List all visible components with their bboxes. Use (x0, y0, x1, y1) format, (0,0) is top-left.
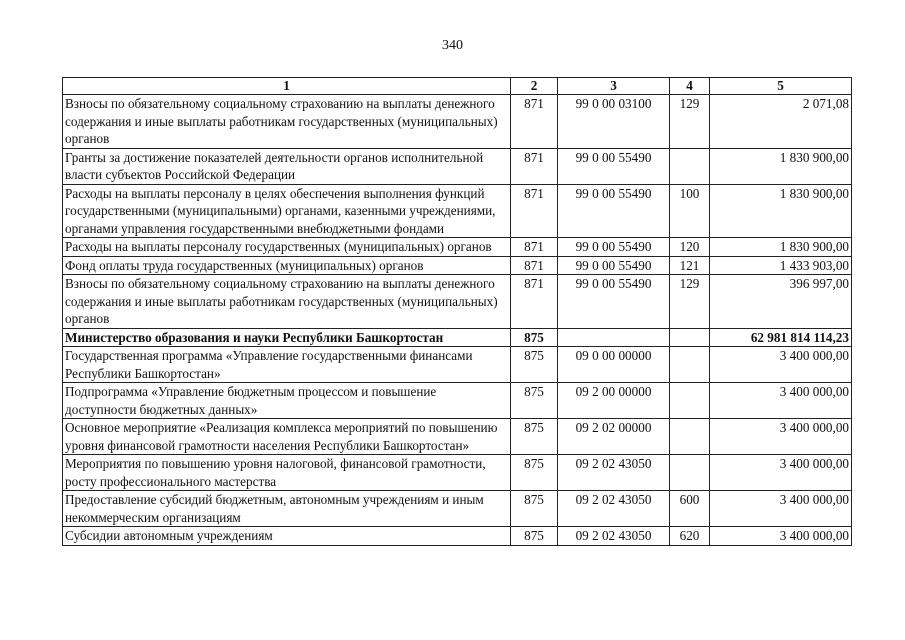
table-row (63, 256, 852, 275)
row-code-cell: 875 (511, 419, 558, 455)
row-code-cell: 875 (511, 347, 558, 383)
row-type-cell: 120 (670, 238, 710, 257)
row-type-cell: 129 (670, 275, 710, 329)
column-header-4: 4 (670, 78, 710, 95)
row-name-cell: Расходы на выплаты персоналу государственных (муниципальных) органов (63, 238, 511, 257)
row-sum-cell: 62 981 814 114,23 (710, 328, 852, 347)
row-sum-cell: 1 830 900,00 (710, 148, 852, 184)
row-sum-cell: 3 400 000,00 (710, 383, 852, 419)
row-name-cell: Министерство образования и науки Республики Башкортостан (63, 328, 511, 347)
row-type-cell (670, 347, 710, 383)
row-code-cell: 871 (511, 256, 558, 275)
page-number: 340 (442, 38, 463, 53)
column-header-5: 5 (710, 78, 852, 95)
table-row (63, 419, 852, 455)
row-sum-cell: 2 071,08 (710, 95, 852, 149)
row-name-cell: Фонд оплаты труда государственных (муниципальных) органов (63, 256, 511, 275)
row-type-cell: 100 (670, 184, 710, 238)
row-name-cell: Расходы на выплаты персоналу в целях обеспечения выполнения функций государственными (муниципальными) органами, казенными учреждениями, органами управления государственными внебюджетными фондами (63, 184, 511, 238)
row-type-cell (670, 383, 710, 419)
row-name-cell: Подпрограмма «Управление бюджетным процессом и повышение доступности бюджетных данных» (63, 383, 511, 419)
table-row (63, 347, 852, 383)
column-header-1: 1 (63, 78, 511, 95)
row-code-cell: 871 (511, 238, 558, 257)
row-code-cell: 875 (511, 491, 558, 527)
row-code-cell: 875 (511, 527, 558, 546)
row-article-cell: 99 0 00 03100 (558, 95, 670, 149)
row-article-cell: 09 2 02 43050 (558, 527, 670, 546)
row-type-cell (670, 419, 710, 455)
row-code-cell: 875 (511, 328, 558, 347)
table-row (63, 455, 852, 491)
row-type-cell: 121 (670, 256, 710, 275)
row-article-cell: 99 0 00 55490 (558, 148, 670, 184)
row-code-cell: 875 (511, 455, 558, 491)
table-row (63, 527, 852, 546)
row-name-cell: Предоставление субсидий бюджетным, автономным учреждениям и иным некоммерческим организациям (63, 491, 511, 527)
row-type-cell: 600 (670, 491, 710, 527)
table-row (63, 184, 852, 238)
column-header-3: 3 (558, 78, 670, 95)
row-name-cell: Государственная программа «Управление государственными финансами Республики Башкортостан» (63, 347, 511, 383)
row-sum-cell: 1 830 900,00 (710, 238, 852, 257)
row-type-cell: 129 (670, 95, 710, 149)
row-article-cell: 09 2 00 00000 (558, 383, 670, 419)
row-type-cell: 620 (670, 527, 710, 546)
row-code-cell: 871 (511, 148, 558, 184)
row-article-cell: 09 2 02 00000 (558, 419, 670, 455)
row-sum-cell: 3 400 000,00 (710, 491, 852, 527)
table-row (63, 275, 852, 329)
row-name-cell: Субсидии автономным учреждениям (63, 527, 511, 546)
row-sum-cell: 396 997,00 (710, 275, 852, 329)
row-type-cell (670, 455, 710, 491)
budget-table (62, 77, 852, 546)
row-article-cell: 09 2 02 43050 (558, 455, 670, 491)
row-code-cell: 871 (511, 275, 558, 329)
row-sum-cell: 3 400 000,00 (710, 455, 852, 491)
row-name-cell: Взносы по обязательному социальному страхованию на выплаты денежного содержания и иные выплаты работникам государственных (муниципальных) органов (63, 275, 511, 329)
row-article-cell: 99 0 00 55490 (558, 256, 670, 275)
row-sum-cell: 1 433 903,00 (710, 256, 852, 275)
table-row (63, 238, 852, 257)
row-sum-cell: 1 830 900,00 (710, 184, 852, 238)
row-type-cell (670, 148, 710, 184)
row-name-cell: Взносы по обязательному социальному страхованию на выплаты денежного содержания и иные выплаты работникам государственных (муниципальных) органов (63, 95, 511, 149)
table-row (63, 383, 852, 419)
row-article-cell: 99 0 00 55490 (558, 184, 670, 238)
row-name-cell: Основное мероприятие «Реализация комплекса мероприятий по повышению уровня финансовой грамотности населения Республики Башкортостан» (63, 419, 511, 455)
row-code-cell: 871 (511, 184, 558, 238)
row-sum-cell: 3 400 000,00 (710, 347, 852, 383)
column-header-2: 2 (511, 78, 558, 95)
table-row (63, 491, 852, 527)
row-code-cell: 875 (511, 383, 558, 419)
row-sum-cell: 3 400 000,00 (710, 419, 852, 455)
row-code-cell: 871 (511, 95, 558, 149)
row-name-cell: Мероприятия по повышению уровня налоговой, финансовой грамотности, росту профессионального мастерства (63, 455, 511, 491)
row-sum-cell: 3 400 000,00 (710, 527, 852, 546)
row-type-cell (670, 328, 710, 347)
row-article-cell: 99 0 00 55490 (558, 238, 670, 257)
table-row (63, 328, 852, 347)
header-row (63, 78, 852, 95)
row-article-cell: 09 0 00 00000 (558, 347, 670, 383)
row-article-cell: 09 2 02 43050 (558, 491, 670, 527)
table-row (63, 95, 852, 149)
row-article-cell: 99 0 00 55490 (558, 275, 670, 329)
table-row (63, 148, 852, 184)
row-article-cell (558, 328, 670, 347)
row-name-cell: Гранты за достижение показателей деятельности органов исполнительной власти субъектов Российской Федерации (63, 148, 511, 184)
